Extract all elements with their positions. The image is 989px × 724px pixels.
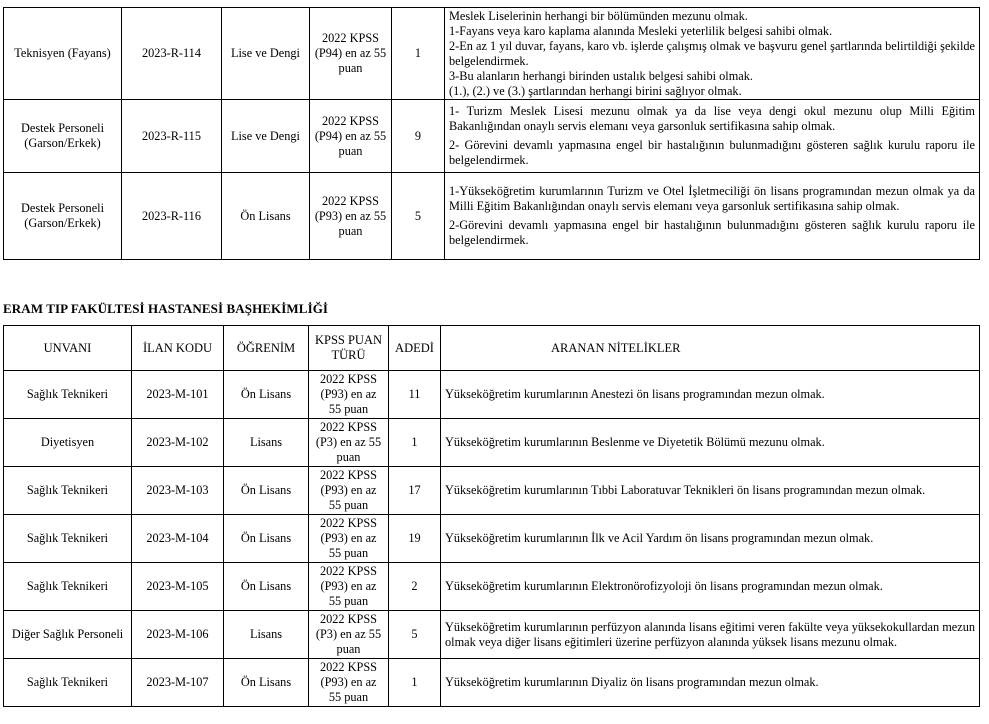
adet-cell: 17 [389,467,441,515]
table-row [4,563,980,611]
adet-cell: 1 [389,419,441,467]
ogrenim-cell: Ön Lisans [224,371,309,419]
unvan-cell: Sağlık Teknikeri [4,515,132,563]
table-row [4,419,980,467]
requirement-line: 2-En az 1 yıl duvar, fayans, karo vb. işlerde çalışmış olmak ve başvuru genel şartlarında belirtildiği şekilde belgelendirmek. [449,38,975,68]
kpss-cell: 2022 KPSS (P3) en az 55 puan [309,419,389,467]
nitelikler-cell: Yükseköğretim kurumlarının İlk ve Acil Yardım ön lisans programından mezun olmak. [441,515,980,563]
table-row [4,100,980,173]
adet-cell: 1 [389,659,441,707]
ilan-kodu-cell: 2023-M-103 [132,467,224,515]
unvan-cell: Teknisyen (Fayans) [4,8,122,100]
ilan-kodu-cell: 2023-M-105 [132,563,224,611]
ilan-kodu-cell: 2023-M-102 [132,419,224,467]
kpss-cell: 2022 KPSS (P94) en az 55 puan [310,8,392,100]
nitelikler-cell: Yükseköğretim kurumlarının Anestezi ön lisans programından mezun olmak. [441,371,980,419]
ilan-kodu-cell: 2023-R-116 [122,173,222,260]
header-adet: ADEDİ [389,326,441,371]
table-row [4,515,980,563]
table-row [4,371,980,419]
unvan-cell: Sağlık Teknikeri [4,563,132,611]
requirement-line: 2-Görevini devamlı yapmasına engel bir hastalığının bulunmadığını gösteren sağlık kurulu raporu ile belgelendirmek. [449,218,975,247]
ogrenim-cell: Ön Lisans [224,563,309,611]
header-ogrenim: ÖĞRENİM [224,326,309,371]
ogrenim-cell: Lise ve Dengi [222,8,310,100]
ogrenim-cell: Ön Lisans [222,173,310,260]
unvan-cell: Sağlık Teknikeri [4,659,132,707]
ilan-kodu-cell: 2023-M-104 [132,515,224,563]
table-row [4,467,980,515]
ilan-kodu-cell: 2023-R-114 [122,8,222,100]
kpss-cell: 2022 KPSS (P3) en az 55 puan [309,611,389,659]
adet-cell: 1 [392,8,445,100]
nitelikler-cell: Yükseköğretim kurumlarının Diyaliz ön lisans programından mezun olmak. [441,659,980,707]
ogrenim-cell: Ön Lisans [224,515,309,563]
header-nitelikler: ARANAN NİTELİKLER [441,326,980,371]
kpss-cell: 2022 KPSS (P93) en az 55 puan [309,659,389,707]
nitelikler-cell [445,173,980,260]
adet-cell: 11 [389,371,441,419]
table-row [4,659,980,707]
kpss-cell: 2022 KPSS (P94) en az 55 puan [310,100,392,173]
kpss-cell: 2022 KPSS (P93) en az 55 puan [310,173,392,260]
requirement-line: 3-Bu alanların herhangi birinden ustalık belgesi sahibi olmak. [449,68,753,83]
nitelikler-cell: Yükseköğretim kurumlarının Elektronörofizyoloji ön lisans programından mezun olmak. [441,563,980,611]
table-row [4,8,980,100]
adet-cell: 2 [389,563,441,611]
header-ilan-kodu: İLAN KODU [132,326,224,371]
unvan-cell: Destek Personeli (Garson/Erkek) [4,100,122,173]
unvan-cell: Destek Personeli (Garson/Erkek) [4,173,122,260]
kpss-cell: 2022 KPSS (P93) en az 55 puan [309,371,389,419]
ilan-kodu-cell: 2023-M-107 [132,659,224,707]
requirement-line: Meslek Liselerinin herhangi bir bölümünden mezunu olmak. [449,8,748,23]
adet-cell: 5 [389,611,441,659]
ilan-kodu-cell: 2023-M-101 [132,371,224,419]
header-kpss: KPSS PUAN TÜRÜ [309,326,389,371]
nitelikler-cell [445,100,980,173]
unvan-cell: Sağlık Teknikeri [4,467,132,515]
requirement-line: 1-Yükseköğretim kurumlarının Turizm ve Otel İşletmeciliği ön lisans programından mezun olmak ya da Milli Eğitim Bakanlığından onaylı servis elemanı veya garsonluk sertifikasına sahip olmak. [449,184,975,213]
positions-table-r [3,7,980,260]
ogrenim-cell: Lisans [224,611,309,659]
nitelikler-cell: Yükseköğretim kurumlarının perfüzyon alanında lisans eğitimi veren fakülte veya yüksekokullardan mezun olmak veya diğer lisans eğitimleri üzerine perfüzyon alanında yüksek lisans mezunu olmak. [441,611,980,659]
nitelikler-cell: Yükseköğretim kurumlarının Tıbbi Laboratuvar Teknikleri ön lisans programından mezun olmak. [441,467,980,515]
requirement-line: 2- Görevini devamlı yapmasına engel bir hastalığının bulunmadığını gösteren sağlık kurulu raporu ile belgelendirmek. [449,138,975,167]
requirement-line: 1-Fayans veya karo kaplama alanında Mesleki yeterlilik belgesi sahibi olmak. [449,23,833,38]
ilan-kodu-cell: 2023-M-106 [132,611,224,659]
ogrenim-cell: Lise ve Dengi [222,100,310,173]
nitelikler-cell: Yükseköğretim kurumlarının Beslenme ve Diyetetik Bölümü mezunu olmak. [441,419,980,467]
table-header-row [4,326,980,371]
requirement-line: 1- Turizm Meslek Lisesi mezunu olmak ya da lise veya dengi okul mezunu olup Milli Eğitim Bakanlığından onaylı servis elemanı veya garsonluk sertifikasına sahip olmak. [449,104,975,133]
nitelikler-cell [445,8,980,100]
ogrenim-cell: Ön Lisans [224,659,309,707]
section-title: ERAM TIP FAKÜLTESİ HASTANESİ BAŞHEKİMLİĞİ [3,301,329,316]
ilan-kodu-cell: 2023-R-115 [122,100,222,173]
adet-cell: 19 [389,515,441,563]
kpss-cell: 2022 KPSS (P93) en az 55 puan [309,563,389,611]
ogrenim-cell: Ön Lisans [224,467,309,515]
unvan-cell: Diyetisyen [4,419,132,467]
kpss-cell: 2022 KPSS (P93) en az 55 puan [309,515,389,563]
unvan-cell: Sağlık Teknikeri [4,371,132,419]
unvan-cell: Diğer Sağlık Personeli [4,611,132,659]
kpss-cell: 2022 KPSS (P93) en az 55 puan [309,467,389,515]
header-unvan: UNVANI [4,326,132,371]
table-row [4,611,980,659]
adet-cell: 9 [392,100,445,173]
positions-table-m [3,325,980,707]
table-row [4,173,980,260]
requirement-line: (1.), (2.) ve (3.) şartlarından herhangi birini sağlıyor olmak. [449,83,742,98]
ogrenim-cell: Lisans [224,419,309,467]
adet-cell: 5 [392,173,445,260]
